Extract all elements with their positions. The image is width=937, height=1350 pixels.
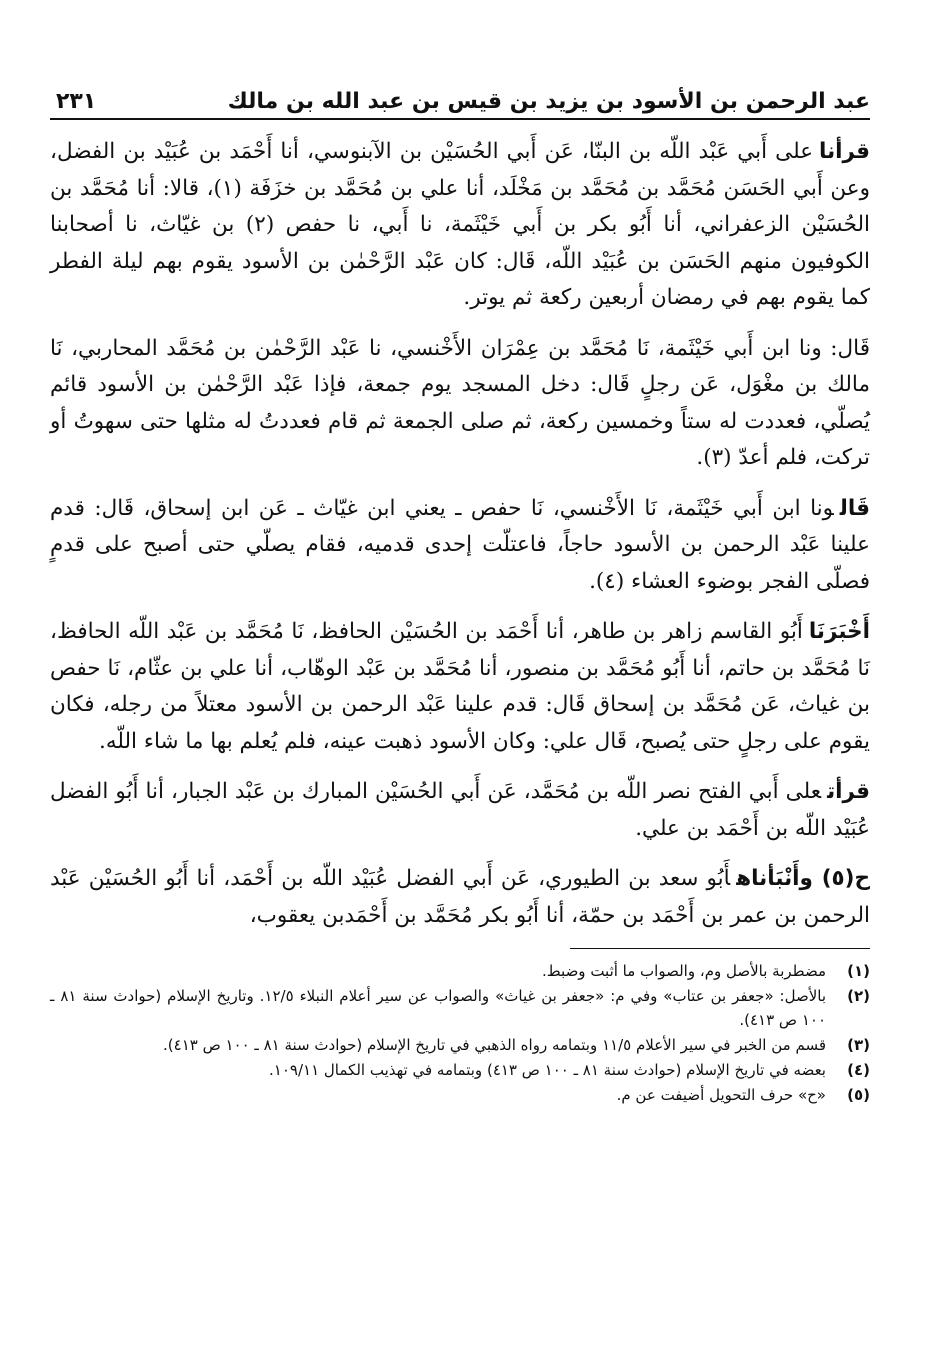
footnote [50, 1058, 870, 1082]
footnote-divider [570, 948, 870, 949]
paragraph-lead: ح(٥) وأَنْبَأناه [736, 866, 870, 891]
paragraph-lead: أَخْبَرَنَا [808, 619, 870, 644]
paragraph-lead: قَال [839, 495, 870, 521]
footnote-number: (١) [847, 962, 870, 980]
footnote-text: بالأصل: «جعفر بن عتاب» وفي م: «جعفر بن غياث» والصواب عن سير أعلام النبلاء ١٢/٥. وتاريخ الإسلام (حوادث سنة ٨١ ـ ١٠٠ ص ٤١٣). [50, 987, 827, 1029]
paragraph [50, 331, 870, 477]
footnote [50, 1083, 870, 1107]
paragraph [50, 614, 870, 760]
paragraph-text: أَبُو سعد بن الطيوري، عَن أَبي الفضل عُبَيْد اللّه بن أَحْمَد، أنا أَبُو الحُسَيْن عَبْد الرحمن بن عمر بن أَحْمَد بن حمّة، أنا أَبُو بكر مُحَمَّد بن أَحْمَدبن يعقوب، [50, 866, 870, 928]
footnote-text: مضطربة بالأصل وم، والصواب ما أثبت وضبط. [542, 962, 826, 980]
paragraph-text: قَال: ونا ابن أَبي خَيْثَمة، نَا مُحَمَّد بن عِمْرَان الأَخْنسي، نا عَبْد الرَّحْمٰن بن مُحَمَّد المحاربي، نَا مالك بن مغْوَل، عَن رجلٍ قَال: دخل المسجد يوم جمعة، فإذا عَبْد الرَّحْمٰن بن الأسود قائم يُصلّي، فعددت له ستاً وخمسين ركعة، ثم صلى الجمعة ثم قام فعددتُ له مثلها حتى سهوتُ أو تركت، فلم أعدّ (٣). [50, 335, 870, 470]
main-text [50, 134, 870, 934]
running-header [50, 78, 870, 120]
footnote-text: بعضه في تاريخ الإسلام (حوادث سنة ٨١ ـ ١٠٠ ص ٤١٣) وبتمامه في تهذيب الكمال ١٠٩/١١. [269, 1061, 826, 1079]
footnote-number: (٣) [847, 1036, 870, 1054]
paragraph-text: أَبُو القاسم زاهر بن طاهر، أنا أَحْمَد بن الحُسَيْن الحافظ، نَا مُحَمَّد بن عَبْد اللّه الحافظ، نَا مُحَمَّد بن حاتم، أنا أَبُو مُحَمَّد بن منصور، أنا مُحَمَّد بن عَبْد الوهّاب، أنا علي بن عثّام، نَا حفص بن غياث، عَن مُحَمَّد بن إسحاق قَال: قدم علينا عَبْد الرحمن بن الأسود معتلاً من رجله، فكان يقوم على رجلٍ حتى يُصبح، قَال علي: وكان الأسود ذهبت عينه، فلم يُعلم بها ما شاء اللّه. [50, 619, 870, 754]
paragraph-text: على أَبي عَبْد اللّه بن البنّا، عَن أَبي الحُسَيْن بن الآبنوسي، أنا أَحْمَد بن عُبَيْد بن الفضل، وعن أَبي الحَسَن مُحَمَّد بن مُحَمَّد بن مَخْلَد، أنا علي بن مُحَمَّد بن خزَفَة (١)، قالا: أنا مُحَمَّد بن الحُسَيْن الزعفراني، أنا أَبُو بكر بن أَبي خَيْثَمة، نا أَبي، نا حفص (٢) بن غيّاث، نا أصحابنا الكوفيون منهم الحَسَن بن عُبَيْد اللّه، قَال: كان عَبْد الرَّحْمٰن بن الأسود يقوم بهم ليلة الفطر كما يقوم بهم في رمضان أربعين ركعة ثم يوتر. [50, 139, 870, 310]
paragraph [50, 861, 870, 934]
paragraph-text: ونا ابن أَبي خَيْثَمة، نَا الأَخْنسي، نَا حفص ـ يعني ابن غيّاث ـ عَن ابن إسحاق، قَال: قدم علينا عَبْد الرحمن بن الأسود حاجاً، فاعتلّت إحدى قدميه، فقام يصلّي حتى أصبح على قدمٍ فصلّى الفجر بوضوء العشاء (٤). [50, 495, 870, 594]
footnote-text: «ح» حرف التحويل أضيفت عن م. [616, 1086, 826, 1104]
footnote-number: (٤) [847, 1061, 870, 1079]
footnote [50, 1033, 870, 1057]
footnote [50, 984, 870, 1032]
book-page [50, 78, 870, 1318]
paragraph-lead: قرأنا [819, 139, 870, 164]
footnote [50, 959, 870, 983]
paragraph [50, 491, 870, 601]
footnotes [50, 959, 870, 1107]
paragraph-text: على أَبي الفتح نصر اللّه بن مُحَمَّد، عَن أَبي الحُسَيْن المبارك بن عَبْد الجبار، أنا أَبُو الفضل عُبَيْد اللّه بن أَحْمَد بن علي. [50, 779, 870, 841]
page-number: ٢٣١ [56, 89, 97, 114]
footnote-text: قسم من الخبر في سير الأعلام ١١/٥ وبتمامه رواه الذهبي في تاريخ الإسلام (حوادث سنة ٨١ ـ ١٠٠ ص ٤١٣). [163, 1036, 826, 1054]
footnote-number: (٢) [847, 987, 870, 1005]
paragraph [50, 134, 870, 317]
footnote-number: (٥) [847, 1086, 870, 1104]
paragraph [50, 774, 870, 847]
header-title: عبد الرحمن بن الأسود بن يزيد بن قيس بن عبد الله بن مالك [227, 89, 870, 114]
paragraph-lead: قرأت [827, 779, 870, 804]
